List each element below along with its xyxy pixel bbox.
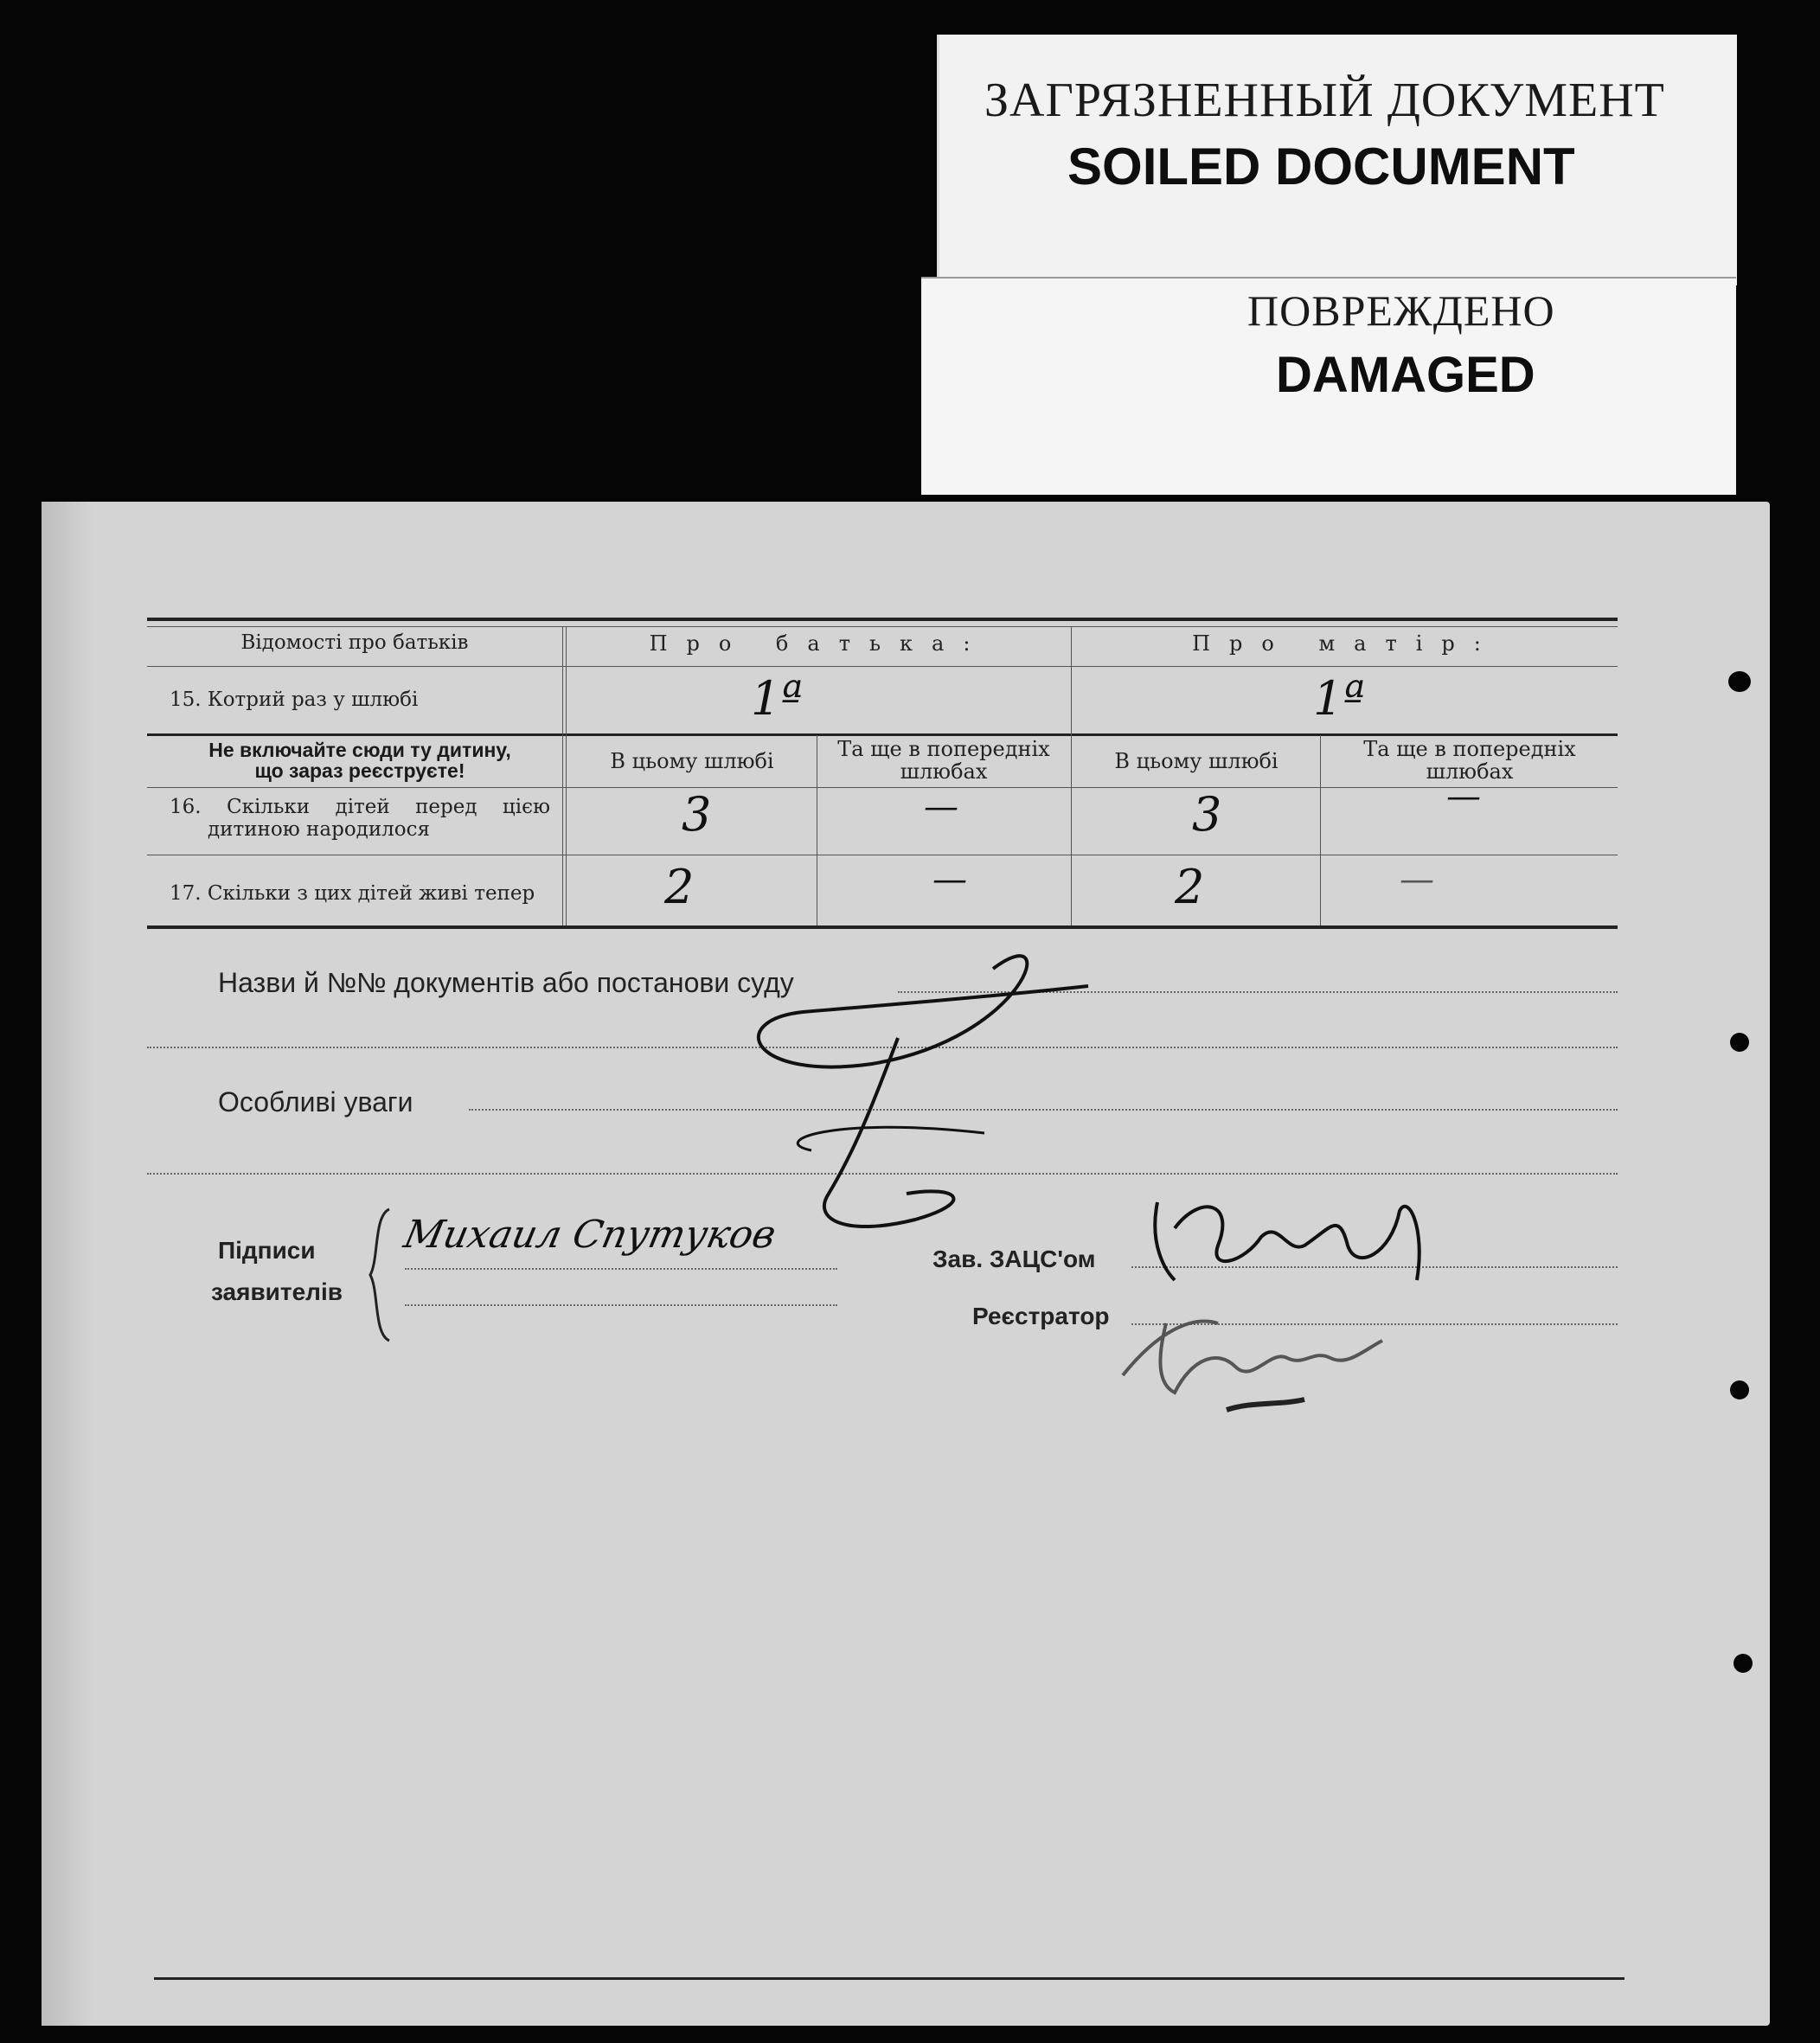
punch-hole xyxy=(1730,1033,1749,1052)
sheet-edge-shadow xyxy=(42,502,93,2026)
row15-father-value: 1ª xyxy=(751,671,804,726)
table-subheader-divider xyxy=(147,787,1618,788)
signatures-label-line-2: заявителів xyxy=(211,1278,343,1305)
note-line-1: Не включайте сюди ту дитину, xyxy=(208,739,511,761)
punch-hole xyxy=(1728,671,1751,692)
row16-mother-this: 3 xyxy=(1192,787,1222,842)
record-sheet xyxy=(42,502,1770,2026)
row17-mother-this: 2 xyxy=(1175,860,1205,914)
header-parents-info: Відомості про батьків xyxy=(240,631,469,654)
punch-hole xyxy=(1730,1380,1749,1399)
documents-label: Назви й №№ документів або постанови суду xyxy=(218,967,794,998)
subheader-mother-this-marriage: В цьому шлюбі xyxy=(1114,749,1278,773)
row16-label-line-2: дитиною народилося xyxy=(208,818,431,841)
applicant-signature-line-1 xyxy=(405,1268,837,1270)
applicant-signature: Михаил Спутуков xyxy=(400,1213,780,1257)
soiled-label-ru: ЗАГРЯЗНЕННЫЙ ДОКУМЕНТ xyxy=(984,74,1665,127)
registrar-signature-scribble xyxy=(1105,1297,1400,1419)
damaged-slip xyxy=(921,277,1736,495)
header-about-mother: Про матір: xyxy=(1192,631,1500,656)
damaged-label-ru: ПОВРЕЖДЕНО xyxy=(1247,286,1555,335)
table-top-rule xyxy=(147,618,1618,621)
row16-father-previous: — xyxy=(924,787,958,827)
header-about-father: Про батька: xyxy=(649,631,990,656)
sheet-bottom-rule xyxy=(154,1977,1625,1980)
table-label-column-border xyxy=(562,626,567,925)
subheader-mother-previous-2: шлюбах xyxy=(1426,759,1514,784)
row17-father-previous: — xyxy=(932,860,967,900)
table-mother-subcolumn-border xyxy=(1320,735,1321,925)
row16-label-line-1: 16. Скільки дітей перед цією xyxy=(170,796,550,818)
signatures-bracket xyxy=(367,1207,393,1342)
subheader-mother-previous-1: Та ще в попередніх xyxy=(1363,737,1576,761)
remarks-label: Особливі уваги xyxy=(218,1086,413,1118)
table-row15-divider xyxy=(147,733,1618,736)
subheader-father-this-marriage: В цьому шлюбі xyxy=(610,749,774,773)
table-parent-column-border xyxy=(1071,626,1072,925)
subheader-father-previous-1: Та ще в попередніх xyxy=(837,737,1050,761)
head-signature-scribble xyxy=(1140,1176,1452,1306)
table-header-divider xyxy=(147,666,1618,667)
applicant-signature-line-2 xyxy=(405,1304,837,1306)
soiled-label-en: SOILED DOCUMENT xyxy=(1067,138,1575,195)
row15-mother-value: 1ª xyxy=(1313,671,1366,726)
signatures-label-line-1: Підписи xyxy=(218,1237,316,1264)
table-bottom-rule xyxy=(147,925,1618,929)
table-top-rule-inner xyxy=(147,626,1618,627)
row15-label: 15. Котрий раз у шлюбі xyxy=(170,688,419,711)
row16-mother-previous: — xyxy=(1446,777,1481,817)
row17-mother-previous: — xyxy=(1400,860,1434,900)
row17-label: 17. Скільки з цих дітей живі тепер xyxy=(170,882,535,905)
head-of-registry-label: Зав. ЗАЦС'ом xyxy=(932,1246,1096,1272)
damaged-label-en: DAMAGED xyxy=(1276,347,1535,403)
punch-hole xyxy=(1733,1654,1753,1673)
row17-father-this: 2 xyxy=(664,860,695,914)
registrar-label: Реєстратор xyxy=(972,1303,1110,1329)
soiled-document-slip xyxy=(937,35,1737,285)
row16-father-this: 3 xyxy=(682,787,712,842)
note-line-2: що зараз реєструєте! xyxy=(254,759,465,782)
subheader-father-previous-2: шлюбах xyxy=(900,759,988,784)
